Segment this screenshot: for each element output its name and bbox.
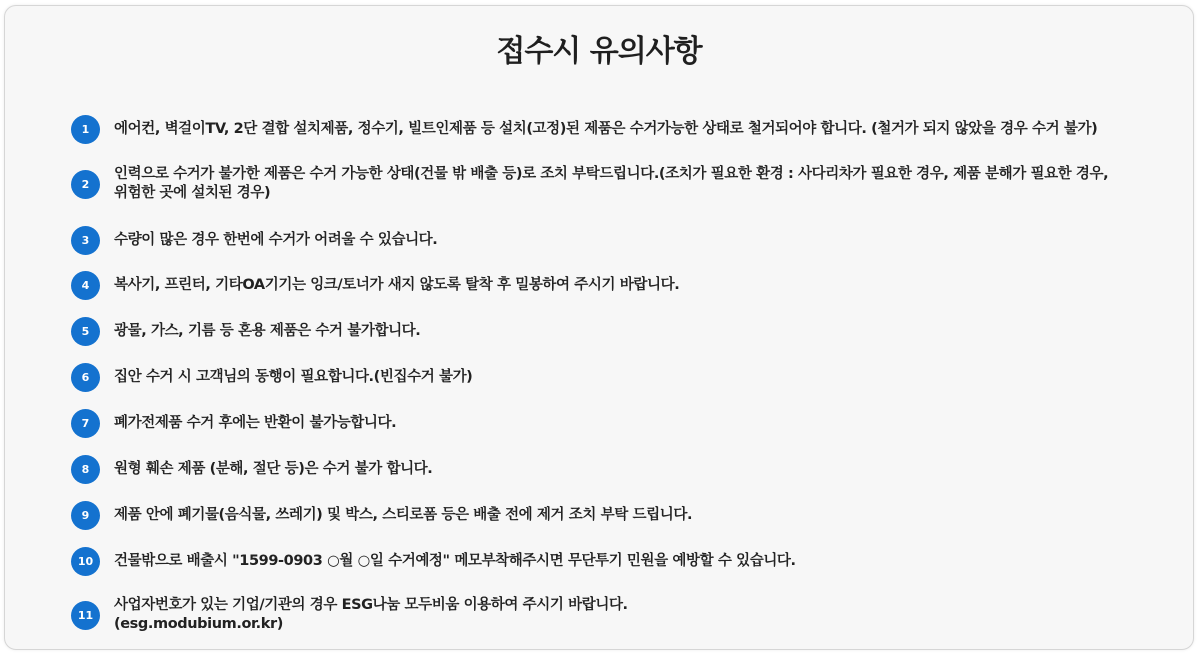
number-badge: 4 xyxy=(71,271,100,300)
website-text: (esg.modubium.or.kr) xyxy=(114,616,284,632)
list-item xyxy=(71,538,1141,584)
list-item xyxy=(71,308,1141,354)
list-item xyxy=(71,217,1141,263)
number-badge: 3 xyxy=(71,226,100,255)
list-item xyxy=(71,492,1141,538)
list-item-text-line1: 사업자번호가 있는 기업/기관의 경우 ESG나눔 모두비움 이용하여 주시기 바랍니다. xyxy=(114,597,628,613)
number-badge: 7 xyxy=(71,409,100,438)
list-item xyxy=(71,106,1141,152)
list-item xyxy=(71,400,1141,446)
number-badge: 9 xyxy=(71,501,100,530)
page-title: 접수시 유의사항 xyxy=(496,34,702,69)
list-item xyxy=(71,592,1141,638)
list-item-text: 제품 안에 폐기물(음식물, 쓰레기) 및 박스, 스티로폼 등은 배출 전에 제거 조치 부탁 드립니다. xyxy=(114,506,693,523)
number-badge: 10 xyxy=(71,547,100,576)
list-item-text: 폐가전제품 수거 후에는 반환이 불가능합니다. xyxy=(114,414,397,431)
list-item-text: 수량이 많은 경우 한번에 수거가 어려울 수 있습니다. xyxy=(114,231,438,248)
list-item xyxy=(71,262,1141,308)
list-item-text xyxy=(114,596,1141,634)
number-badge: 5 xyxy=(71,317,100,346)
list-item-text: 에어컨, 벽걸이TV, 2단 결합 설치제품, 정수기, 빌트인제품 등 설치(고정)된 제품은 수거가능한 상태로 철거되어야 합니다. (철거가 되지 않았을 경우 수거 불가) xyxy=(114,120,1098,137)
list-item-text: 복사기, 프린터, 기타OA기기는 잉크/토너가 새지 않도록 탈착 후 밀봉하여 주시기 바랍니다. xyxy=(114,276,680,293)
list-item xyxy=(71,354,1141,400)
list-item-text: 집안 수거 시 고객님의 동행이 필요합니다.(빈집수거 불가) xyxy=(114,368,473,385)
number-badge: 1 xyxy=(71,115,100,144)
list-item-text: 광물, 가스, 기름 등 혼용 제품은 수거 불가합니다. xyxy=(114,322,421,339)
list-item xyxy=(71,446,1141,492)
number-badge: 2 xyxy=(71,170,100,199)
list-item-text: 건물밖으로 배출시 "1599-0903 ○월 ○일 수거예정" 메모부착해주시면 무단투기 민원을 예방할 수 있습니다. xyxy=(114,552,796,569)
list-item-text: 인력으로 수거가 불가한 제품은 수거 가능한 상태(건물 밖 배출 등)로 조치 부탁드립니다.(조치가 필요한 환경 : 사다리차가 필요한 경우, 제품 분해가 필요한 경우, 위험한 곳에 설치된 경우) xyxy=(114,166,1109,201)
number-badge: 11 xyxy=(71,601,100,630)
number-badge: 8 xyxy=(71,455,100,484)
notice-panel xyxy=(4,5,1194,650)
list-item-text: 원형 훼손 제품 (분해, 절단 등)은 수거 불가 합니다. xyxy=(114,460,433,477)
number-badge: 6 xyxy=(71,363,100,392)
list-item xyxy=(71,161,1141,207)
